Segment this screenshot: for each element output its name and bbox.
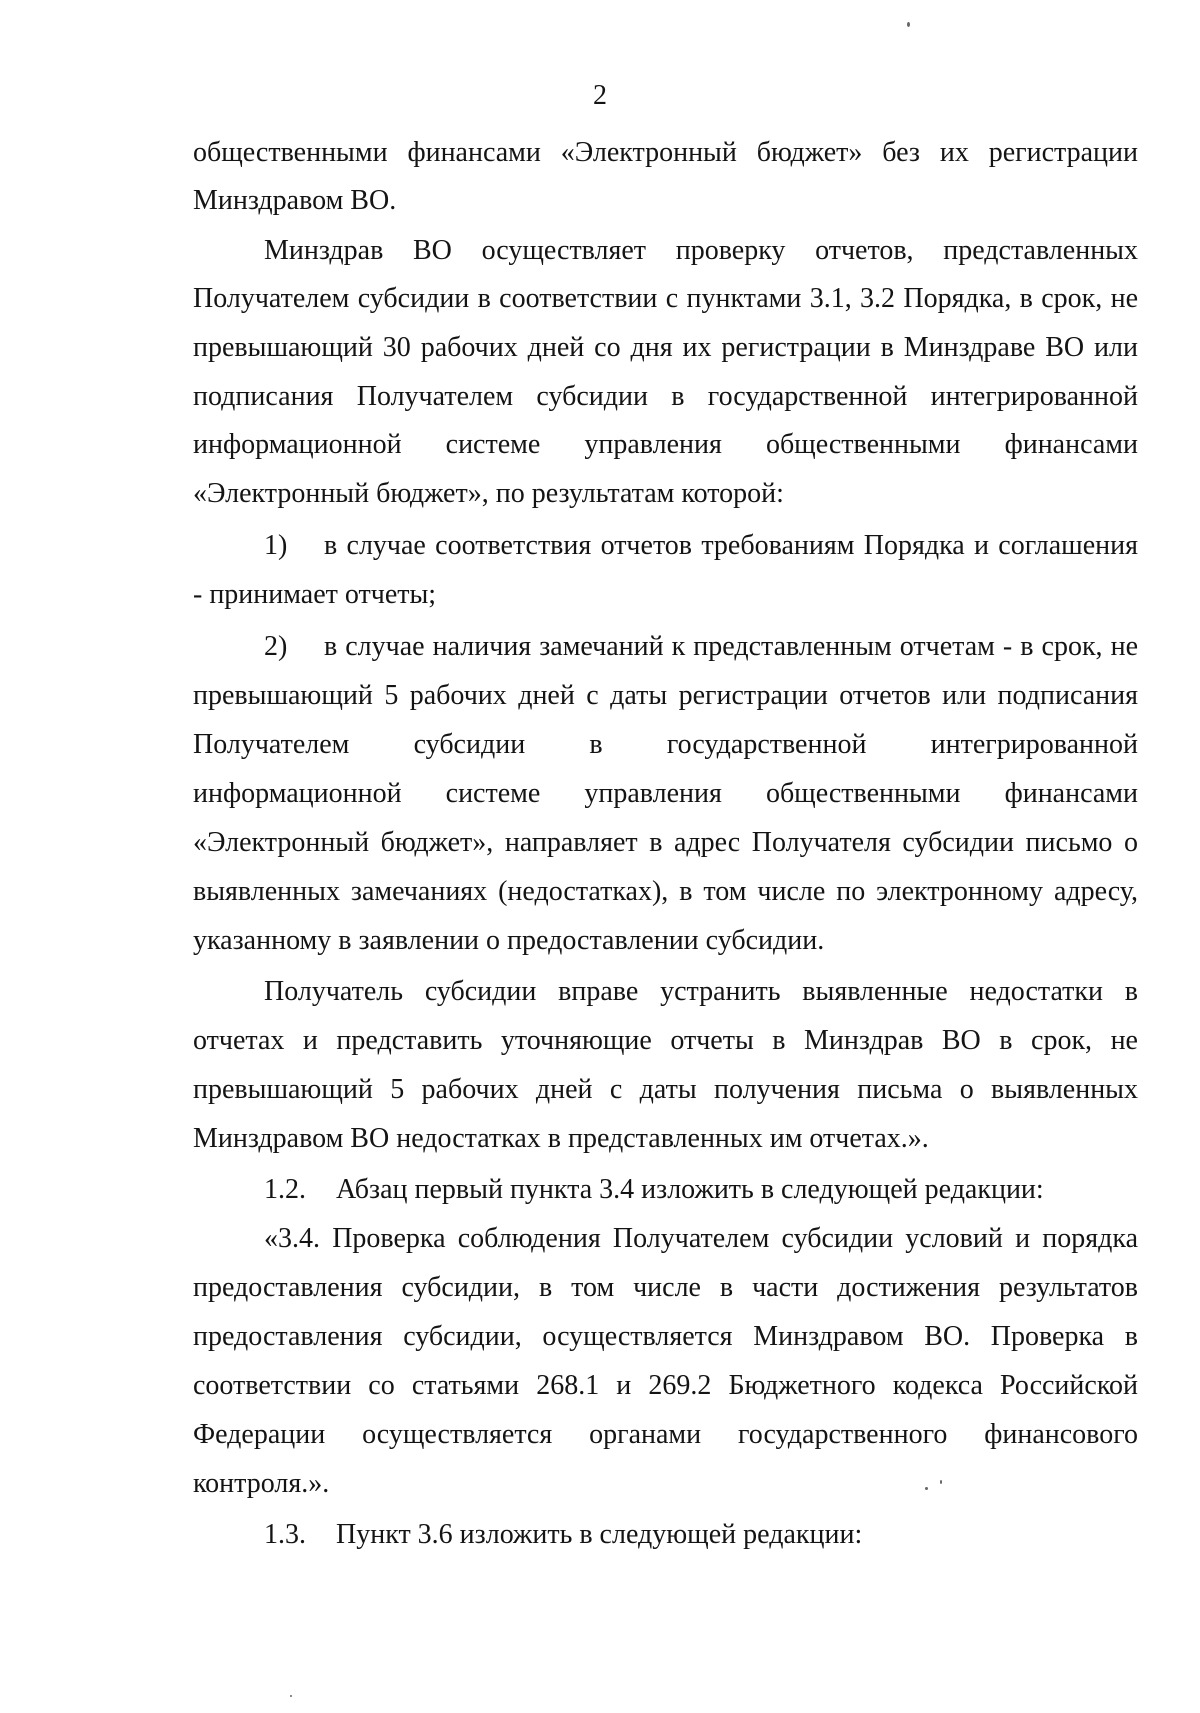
text-line: предоставления субсидии, осуществляется Минздравом ВО. Проверка в	[193, 1321, 1138, 1352]
section-heading	[264, 1518, 1138, 1552]
text-line: Минздрав ВО осуществляет проверку отчетов, представленных	[264, 235, 1138, 266]
list-item-number: 1)	[264, 530, 288, 561]
text-line: отчетах и представить уточняющие отчеты в Минздрав ВО в срок, не	[193, 1025, 1138, 1056]
section-heading	[264, 1173, 1138, 1207]
text-line: подписания Получателем субсидии в государственной интегрированной	[193, 381, 1138, 412]
text-line: Получателем субсидии в соответствии с пунктами 3.1, 3.2 Порядка, в срок, не	[193, 283, 1138, 314]
scan-speck	[925, 1487, 928, 1490]
list-item-text: в случае наличия замечаний к представленным отчетам - в срок, не	[324, 631, 1138, 662]
text-line: контроля.».	[193, 1468, 330, 1499]
text-line: «Электронный бюджет», направляет в адрес Получателя субсидии письмо о	[193, 827, 1138, 858]
list-item-text: в случае соответствия отчетов требованиям Порядка и соглашения	[324, 530, 1138, 561]
scan-speck	[907, 22, 910, 27]
list-item-number: 2)	[264, 631, 288, 662]
text-line: информационной системе управления общественными финансами	[193, 429, 1138, 460]
text-line: Минздравом ВО.	[193, 185, 397, 216]
text-line: Получатель субсидии вправе устранить выявленные недостатки в	[264, 976, 1138, 1007]
text-line: соответствии со статьями 268.1 и 269.2 Бюджетного кодекса Российской	[193, 1370, 1138, 1401]
text-line: Минздравом ВО недостатках в представленных им отчетах.».	[193, 1123, 929, 1154]
text-line: «Электронный бюджет», по результатам которой:	[193, 478, 784, 509]
text-line: - принимает отчеты;	[193, 579, 437, 610]
text-line: «3.4. Проверка соблюдения Получателем субсидии условий и порядка	[264, 1223, 1138, 1254]
text-line: превышающий 5 рабочих дней с даты получения письма о выявленных	[193, 1074, 1138, 1105]
page-number: 2	[593, 80, 607, 111]
list-item	[264, 529, 1138, 563]
text-line: выявленных замечаниях (недостатках), в том числе по электронному адресу,	[193, 876, 1138, 907]
text-line: информационной системе управления общественными финансами	[193, 778, 1138, 809]
text-line: предоставления субсидии, в том числе в части достижения результатов	[193, 1272, 1138, 1303]
scan-speck	[290, 1695, 292, 1697]
text-line: указанному в заявлении о предоставлении субсидии.	[193, 925, 825, 956]
section-number: 1.2.	[264, 1174, 306, 1205]
section-text: Пункт 3.6 изложить в следующей редакции:	[336, 1519, 863, 1550]
text-line: Федерации осуществляется органами государственного финансового	[193, 1419, 1138, 1450]
list-item	[264, 630, 1138, 664]
scan-speck	[940, 1480, 942, 1484]
text-line: общественными финансами «Электронный бюджет» без их регистрации	[193, 137, 1138, 168]
section-number: 1.3.	[264, 1519, 306, 1550]
text-line: превышающий 5 рабочих дней с даты регистрации отчетов или подписания	[193, 680, 1138, 711]
section-text: Абзац первый пункта 3.4 изложить в следующей редакции:	[336, 1174, 1044, 1205]
text-line: превышающий 30 рабочих дней со дня их регистрации в Минздраве ВО или	[193, 332, 1138, 363]
text-line: Получателем субсидии в государственной интегрированной	[193, 729, 1138, 760]
